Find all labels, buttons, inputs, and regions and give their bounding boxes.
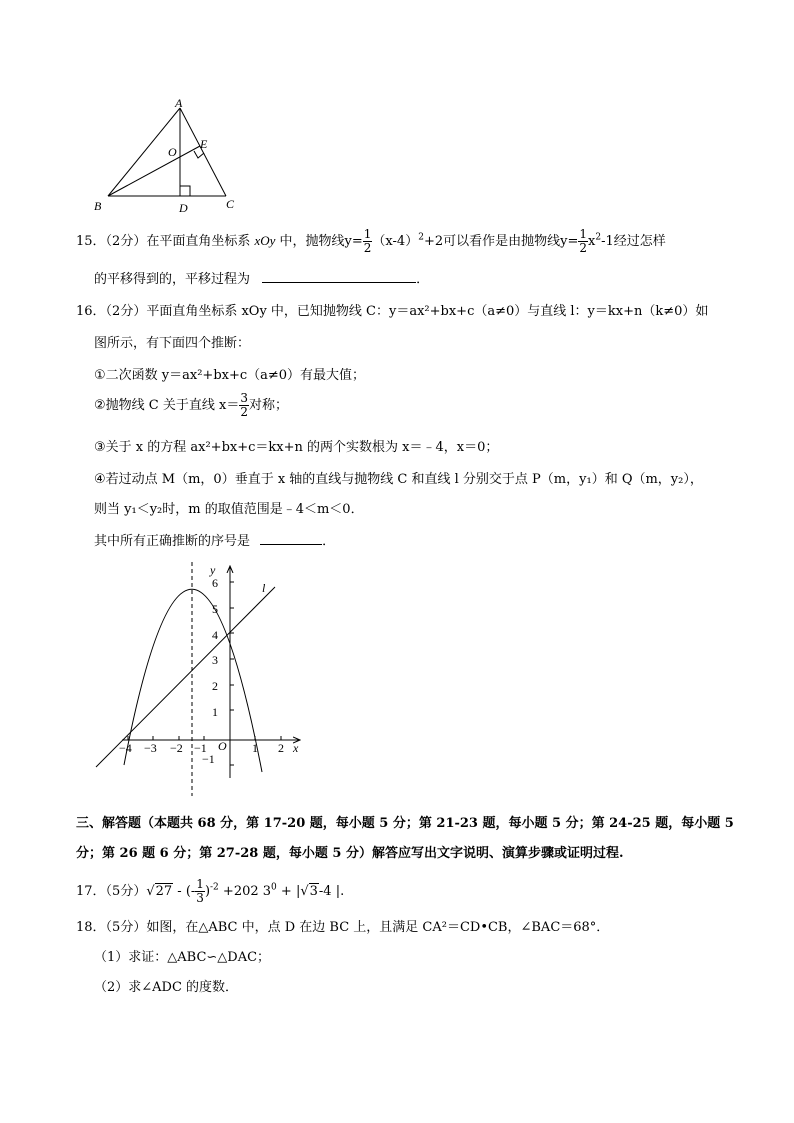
section3-line2 (76, 842, 624, 861)
q17-sqrt2: 3 (309, 884, 318, 899)
q16-item4b-text: 则当 y₁＜y₂时，m 的取值范围是﹣4＜m＜0． (94, 502, 364, 517)
q15-text2: 可以看作是由抛物线 (443, 234, 561, 249)
q15-p1-num: 1 (363, 227, 372, 241)
q15-p1-exp: 2 (418, 232, 424, 243)
q15-line2-text: 的平移得到的，平移过程为 (94, 272, 251, 287)
y-tick-2: 2 (212, 679, 218, 693)
q16-item2-num: 3 (240, 391, 248, 405)
q15-p1-den: 2 (363, 241, 372, 255)
q17-plus1: +202 3 (218, 884, 272, 899)
q15-sys: xOy (254, 233, 276, 248)
label-o: O (168, 145, 177, 159)
q16-item3-text: 关于 x 的方程 ax²+bx+c＝kx+n 的两个实数根为 x＝﹣4，x＝0； (105, 440, 499, 455)
q17-minus: - (- (173, 884, 196, 899)
label-d: D (179, 201, 188, 215)
y-tick-6: 6 (212, 576, 218, 590)
q17-plus2: + | (276, 884, 301, 899)
q18-part2 (94, 976, 238, 995)
label-e: E (200, 137, 208, 151)
q16-item1-mark: ① (94, 368, 106, 383)
x-tick-1: 1 (252, 741, 258, 755)
label-a: A (175, 96, 183, 110)
q16-item2-mark: ② (94, 398, 106, 413)
q15-p1-tail: （x-4） (372, 234, 419, 249)
q15-score: （2分）在平面直角坐标系 (105, 234, 255, 249)
q15-p2-end: -1 (601, 234, 614, 249)
section3-line1-text: 三、解答题（本题共 68 分，第 17-20 题，每小题 5 分；第 21-23 题，每小题 5 分；第 24-25 题，每小题 5 (76, 816, 734, 831)
q15-end: ． (416, 272, 430, 287)
x-tick-neg4: −4 (119, 741, 132, 755)
y-tick-neg1: −1 (202, 752, 215, 766)
q17-exp1: -2 (210, 882, 219, 893)
origin-label: O (218, 739, 227, 753)
q16-ask (94, 530, 335, 549)
q15-p1-end: +2 (423, 234, 444, 249)
y-tick-1: 1 (212, 705, 218, 719)
x-axis-label: x (293, 741, 299, 755)
q15-number: 15． (76, 234, 106, 249)
y-tick-5: 5 (212, 602, 218, 616)
q15-text1: 中，抛物线 (275, 234, 345, 249)
x-tick-2: 2 (278, 741, 284, 755)
x-tick-neg3: −3 (144, 741, 157, 755)
q18-part1 (94, 946, 270, 965)
q16-item4-text: 若过动点 M（m，0）垂直于 x 轴的直线与抛物线 C 和直线 l 分别交于点 P（m，y₁）和 Q（m，y₂）， (105, 472, 703, 487)
q16-line2 (94, 332, 250, 351)
q16-ask-text: 其中所有正确推断的序号是 (94, 534, 251, 549)
q16-item4b (94, 498, 364, 517)
line-l-label: l (262, 581, 266, 595)
q16-line1-text: （2分）平面直角坐标系 xOy 中，已知抛物线 C：y＝ax²+bx+c（a≠0）与直线 l：y＝kx+n（k≠0）如 (105, 304, 709, 319)
q17-score: （5分） (105, 884, 147, 899)
q17-line: 17．（5分）√27 - (- $\frac{1}{3}$ )$^{-2}$ +202 $3^0 + |√3-4$ |. (76, 877, 345, 905)
section3-line2-text: 分；第 26 题 6 分；第 27-28 题，每小题 5 分）解答应写出文字说明、演算步骤或证明过程. (76, 846, 624, 861)
q15-text3: 经过怎样 (613, 234, 666, 249)
q16-item2-den: 2 (240, 405, 248, 419)
q16-number: 16． (76, 304, 106, 319)
x-tick-neg2: −2 (170, 741, 183, 755)
q15-p2-lhs: y= (560, 234, 579, 249)
q17-end: . (340, 884, 345, 899)
q18-number: 18． (76, 920, 106, 935)
q16-item3-mark: ③ (94, 440, 106, 455)
q15-p2-frac (578, 228, 588, 255)
q15-p2-den: 2 (579, 241, 588, 255)
q17-frac-num: 1 (196, 877, 204, 891)
q17-frac (195, 878, 205, 905)
triangle-figure (88, 96, 248, 218)
y-tick-4: 4 (212, 628, 218, 642)
q17-tail: -4 | (318, 884, 341, 899)
x-tick-neg1: −1 (194, 741, 207, 755)
q15-p2-num: 1 (579, 227, 588, 241)
q16-item4-mark: ④ (94, 472, 106, 487)
q15-p1-lhs: y= (344, 234, 363, 249)
q16-item2-frac (239, 392, 249, 419)
q15-answer-blank[interactable] (262, 270, 416, 283)
q17-close: ) (204, 884, 211, 899)
q15-p1-frac (363, 228, 373, 255)
q15-p2-exp: 2 (595, 232, 602, 243)
q18-part1-text: （1）求证：△ABC∽△DAC； (94, 950, 271, 965)
q16-answer-blank[interactable] (260, 532, 322, 545)
q17-number: 17． (76, 884, 106, 899)
q17-exp2: 0 (271, 882, 277, 893)
function-graph (90, 560, 320, 800)
label-b: B (94, 199, 102, 213)
q16-item1-text: 二次函数 y＝ax²+bx+c（a≠0）有最大值； (105, 368, 366, 383)
q15-p2-tail: x (588, 234, 596, 249)
q16-item4 (94, 468, 703, 487)
q16-end: ． (322, 534, 336, 549)
q16-line2-text: 图所示，有下面四个推断： (94, 336, 251, 351)
q18-line (76, 916, 609, 935)
q16-line1 (76, 300, 708, 319)
y-tick-3: 3 (212, 653, 218, 667)
q16-item2 (94, 392, 288, 419)
q17-sqrt1: 27 (155, 884, 173, 899)
q18-part2-text: （2）求∠ADC 的度数． (94, 980, 239, 995)
y-axis-label: y (210, 563, 216, 577)
q16-item3 (94, 436, 498, 455)
q15-line2 (94, 268, 429, 287)
q16-item1 (94, 364, 365, 383)
section3-line1 (76, 812, 734, 831)
label-c: C (226, 197, 235, 211)
q17-frac-den: 3 (196, 891, 204, 905)
q18-text: （5分）如图，在△ABC 中，点 D 在边 BC 上，且满足 CA²＝CD•CB，∠BAC＝68°． (105, 920, 610, 935)
q16-item2-pre: 抛物线 C 关于直线 x＝ (105, 398, 240, 413)
q16-item2-post: 对称； (248, 398, 288, 413)
q15-line1 (76, 228, 666, 255)
